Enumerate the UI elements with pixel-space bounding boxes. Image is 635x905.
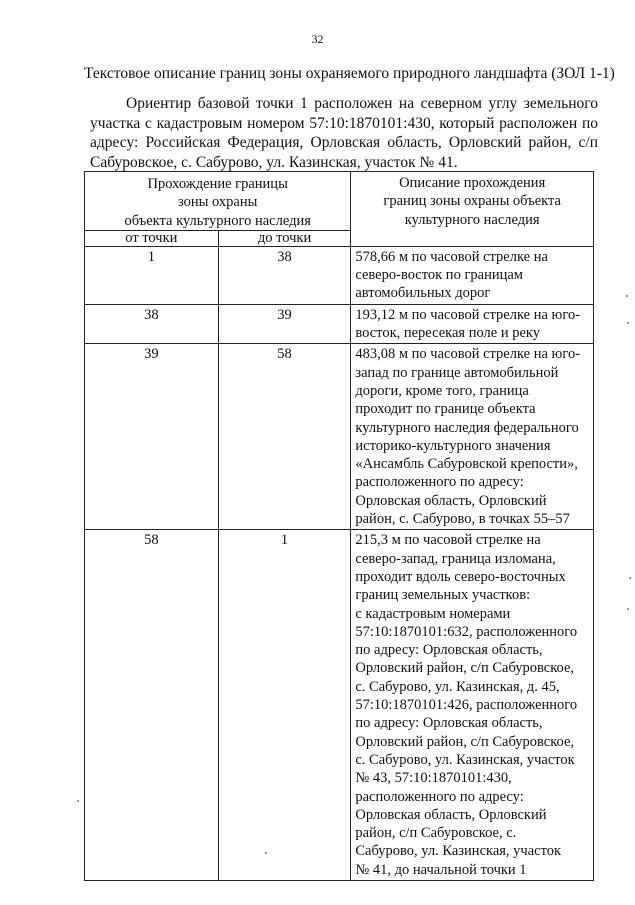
description-line: с. Сабурово, ул. Казинская, участок bbox=[355, 751, 575, 768]
description-line: дороги, кроме того, граница bbox=[355, 382, 529, 399]
description-line: № 43, 57:10:1870101:430, bbox=[355, 770, 512, 787]
description-line: 57:10:1870101:632, расположенного bbox=[355, 623, 578, 640]
description-line: «Ансамбль Сабуровской крепости», bbox=[355, 456, 578, 473]
to-point-cell: 58 bbox=[218, 344, 351, 530]
scan-speck bbox=[77, 800, 79, 802]
to-point-cell: 38 bbox=[218, 246, 351, 304]
page-number: 32 bbox=[311, 32, 324, 46]
description-line: № 41, до начальной точки 1 bbox=[355, 861, 527, 878]
from-point-cell: 1 bbox=[85, 246, 219, 304]
description-line: по адресу: Орловская область, bbox=[355, 642, 543, 659]
description-line: Орловская область, Орловский bbox=[355, 492, 547, 509]
description-line: запад по границе автомобильной bbox=[355, 364, 559, 381]
description-line: Орловская область, Орловский bbox=[355, 806, 547, 823]
header-desc-line: границ зоны охраны объекта bbox=[383, 193, 561, 210]
description-cell bbox=[351, 344, 594, 530]
description-line: историко-культурного значения bbox=[355, 437, 551, 454]
intro-paragraph: Ориентир базовой точки 1 расположен на северном углу земельного участка с кадастровым номером 57:10:1870101:430, который расположен по адресу: Российская Федерация, Орловская область, Орловский район, с/п Сабуровское, с. Сабурово, ул. Казинская, участок № 41. bbox=[90, 95, 598, 171]
from-point-cell: 58 bbox=[85, 530, 219, 881]
description-cell bbox=[351, 304, 594, 344]
description-line: район, с/п Сабуровское, с. bbox=[355, 825, 517, 842]
scan-speck bbox=[627, 608, 629, 610]
description-line: проходит вдоль северо-восточных bbox=[355, 568, 566, 585]
header-desc-line: культурного наследия bbox=[404, 211, 540, 228]
description-line: северо-запад, граница изломана, bbox=[355, 550, 556, 567]
scan-speck bbox=[265, 852, 267, 854]
description-line: с кадастровым номерами bbox=[355, 605, 511, 622]
description-line: 578,66 м по часовой стрелке на bbox=[355, 248, 548, 265]
document-title: Текстовое описание границ зоны охраняемого природного ландшафта (ЗОЛ 1-1) bbox=[84, 65, 615, 82]
table-row bbox=[85, 530, 594, 881]
table-row bbox=[85, 344, 594, 530]
header-to-point: до точки bbox=[218, 230, 351, 246]
header-group-line: Прохождение границы bbox=[147, 176, 288, 192]
description-line: с. Сабурово, ул. Казинская, д. 45, bbox=[355, 678, 560, 695]
header-boundary-passage bbox=[85, 172, 351, 231]
scan-speck bbox=[626, 295, 628, 297]
description-line: расположенного по адресу: bbox=[355, 788, 524, 805]
to-point-cell: 1 bbox=[218, 530, 351, 881]
description-line: Сабурово, ул. Казинская, участок bbox=[355, 843, 562, 860]
from-point-cell: 39 bbox=[85, 344, 219, 530]
to-point-cell: 39 bbox=[218, 304, 351, 344]
description-line: Орловский район, с/п Сабуровское, bbox=[355, 660, 575, 677]
description-line: 193,12 м по часовой стрелке на юго- bbox=[355, 306, 581, 323]
header-from-point: от точки bbox=[85, 230, 219, 246]
from-point-cell: 38 bbox=[85, 304, 219, 344]
table-header-row bbox=[85, 172, 594, 231]
scan-speck bbox=[627, 322, 629, 324]
description-line: проходит по границе объекта bbox=[355, 401, 536, 418]
description-line: северо-восток по границам bbox=[355, 267, 523, 284]
description-line: автомобильных дорог bbox=[355, 285, 491, 302]
table-row bbox=[85, 246, 594, 304]
header-description bbox=[351, 172, 594, 247]
description-line: по адресу: Орловская область, bbox=[355, 715, 543, 732]
description-line: культурного наследия федерального bbox=[355, 419, 579, 436]
description-line: Орловский район, с/п Сабуровское, bbox=[355, 733, 575, 750]
header-group-line: объекта культурного наследия bbox=[124, 212, 311, 229]
description-line: расположенного по адресу: bbox=[355, 474, 524, 491]
header-group-line: зоны охраны bbox=[178, 194, 258, 211]
description-line: 483,08 м по часовой стрелке на юго- bbox=[355, 346, 581, 363]
scan-speck bbox=[629, 577, 631, 579]
description-line: 57:10:1870101:426, расположенного bbox=[355, 697, 578, 714]
description-cell bbox=[351, 530, 594, 881]
description-line: восток, пересекая поле и реку bbox=[355, 325, 540, 342]
boundary-table bbox=[84, 171, 594, 881]
description-line: границ земельных участков: bbox=[355, 587, 531, 604]
description-cell bbox=[351, 246, 594, 304]
header-desc-line: Описание прохождения bbox=[399, 175, 546, 191]
description-line: район, с. Сабурово, в точках 55–57 bbox=[355, 511, 570, 528]
description-line: 215,3 м по часовой стрелке на bbox=[355, 532, 541, 549]
table-row bbox=[85, 304, 594, 344]
